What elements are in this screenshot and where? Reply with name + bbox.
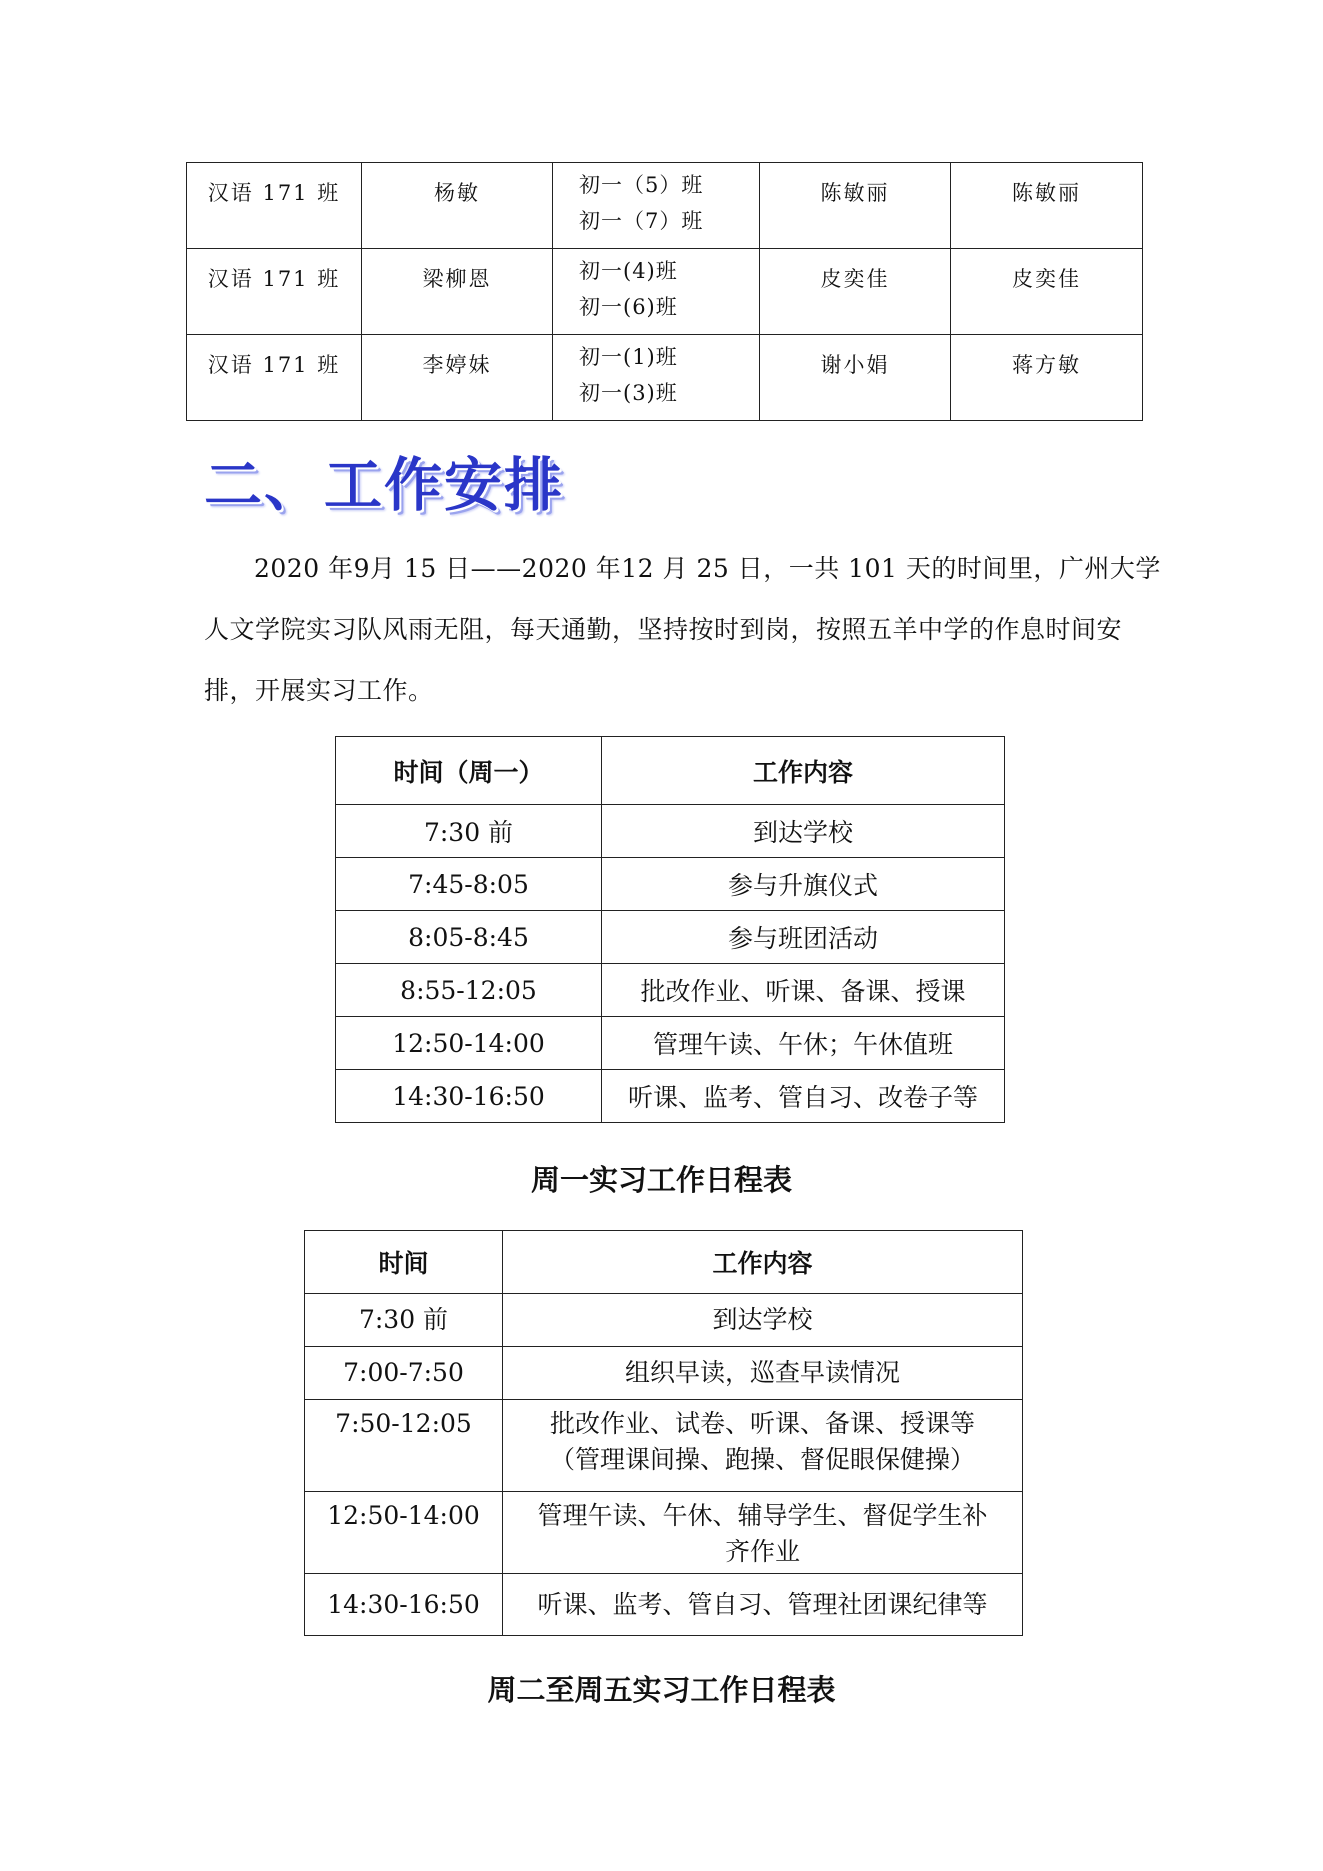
table-row — [336, 964, 1005, 1017]
teacher-cell: 皮奕佳 — [760, 249, 951, 335]
body-paragraph — [204, 538, 1161, 721]
content-cell: 参与班团活动 — [602, 911, 1005, 964]
content-cell — [503, 1347, 1023, 1400]
teacher-cell: 陈敏丽 — [760, 163, 951, 249]
content-line: 管理午读、午休、辅导学生、督促学生补 — [537, 1501, 988, 1530]
content-cell: 批改作业、听课、备课、授课 — [602, 964, 1005, 1017]
name-cell: 梁柳恩 — [362, 249, 553, 335]
assigned-classes-cell — [553, 249, 760, 335]
time-cell: 7:30 前 — [336, 805, 602, 858]
class-cell: 汉语 171 班 — [187, 163, 362, 249]
table-row — [187, 163, 1143, 249]
teacher-cell: 皮奕佳 — [951, 249, 1143, 335]
content-line: 组织早读，巡查早读情况 — [624, 1358, 900, 1387]
time-cell: 7:30 前 — [305, 1294, 503, 1347]
section-heading: 二、工作安排 — [204, 451, 565, 519]
table-row — [305, 1294, 1023, 1347]
table-row — [305, 1347, 1023, 1400]
time-cell: 8:55-12:05 — [336, 964, 602, 1017]
content-cell — [503, 1294, 1023, 1347]
table-row — [336, 911, 1005, 964]
class-cell: 汉语 171 班 — [187, 249, 362, 335]
content-cell: 听课、监考、管自习、改卷子等 — [602, 1070, 1005, 1123]
column-header-content: 工作内容 — [503, 1231, 1023, 1294]
time-cell: 7:45-8:05 — [336, 858, 602, 911]
teacher-cell: 蒋方敏 — [951, 335, 1143, 421]
content-cell: 管理午读、午休；午休值班 — [602, 1017, 1005, 1070]
content-cell: 参与升旗仪式 — [602, 858, 1005, 911]
content-line: 到达学校 — [712, 1305, 813, 1334]
table-row — [336, 858, 1005, 911]
content-cell: 到达学校 — [602, 805, 1005, 858]
content-line: 听课、监考、管自习、管理社团课纪律等 — [537, 1589, 988, 1619]
assigned-class: 初一（7）班 — [579, 209, 704, 233]
table-row — [305, 1574, 1023, 1636]
time-cell: 12:50-14:00 — [336, 1017, 602, 1070]
content-cell — [503, 1400, 1023, 1492]
content-cell — [503, 1492, 1023, 1574]
time-cell: 7:00-7:50 — [305, 1347, 503, 1400]
paragraph-line: 人文学院实习队风雨无阻，每天通勤，坚持按时到岗，按照五羊中学的作息时间安 — [204, 615, 1123, 644]
paragraph-line: 排，开展实习工作。 — [204, 676, 434, 705]
column-header-time: 时间 — [305, 1231, 503, 1294]
time-cell: 14:30-16:50 — [336, 1070, 602, 1123]
assigned-class: 初一(3)班 — [579, 381, 678, 405]
weekday-schedule-table — [304, 1230, 1023, 1636]
weekday-table-caption: 周二至周五实习工作日程表 — [487, 1673, 836, 1707]
time-cell: 8:05-8:45 — [336, 911, 602, 964]
assigned-class: 初一(1)班 — [579, 345, 678, 369]
content-cell — [503, 1574, 1023, 1636]
name-cell: 杨敏 — [362, 163, 553, 249]
time-cell: 7:50-12:05 — [305, 1400, 503, 1492]
teacher-cell: 陈敏丽 — [951, 163, 1143, 249]
class-cell: 汉语 171 班 — [187, 335, 362, 421]
assigned-class: 初一（5）班 — [579, 173, 704, 197]
table-row — [305, 1492, 1023, 1574]
content-line: 批改作业、试卷、听课、备课、授课等 — [549, 1409, 975, 1438]
content-line: 齐作业 — [724, 1537, 800, 1566]
time-cell: 14:30-16:50 — [305, 1574, 503, 1636]
table-header-row — [336, 737, 1005, 805]
time-cell: 12:50-14:00 — [305, 1492, 503, 1574]
table-row — [336, 805, 1005, 858]
assignment-table — [186, 162, 1143, 421]
content-line: （管理课间操、跑操、督促眼保健操） — [549, 1445, 975, 1474]
paragraph-line: 2020 年9月 15 日——2020 年12 月 25 日，一共 101 天的时间里，广州大学 — [254, 554, 1161, 583]
table-row — [305, 1400, 1023, 1492]
name-cell: 李婷妹 — [362, 335, 553, 421]
table-row — [187, 249, 1143, 335]
assigned-class: 初一(6)班 — [579, 295, 678, 319]
monday-table-caption: 周一实习工作日程表 — [530, 1163, 792, 1197]
assigned-classes-cell — [553, 335, 760, 421]
teacher-cell: 谢小娟 — [760, 335, 951, 421]
monday-schedule-table — [335, 736, 1005, 1123]
table-row — [336, 1017, 1005, 1070]
table-row — [187, 335, 1143, 421]
assigned-classes-cell — [553, 163, 760, 249]
column-header-content: 工作内容 — [602, 737, 1005, 805]
table-row — [336, 1070, 1005, 1123]
assigned-class: 初一(4)班 — [579, 259, 678, 283]
column-header-time: 时间（周一） — [336, 737, 602, 805]
table-header-row — [305, 1231, 1023, 1294]
